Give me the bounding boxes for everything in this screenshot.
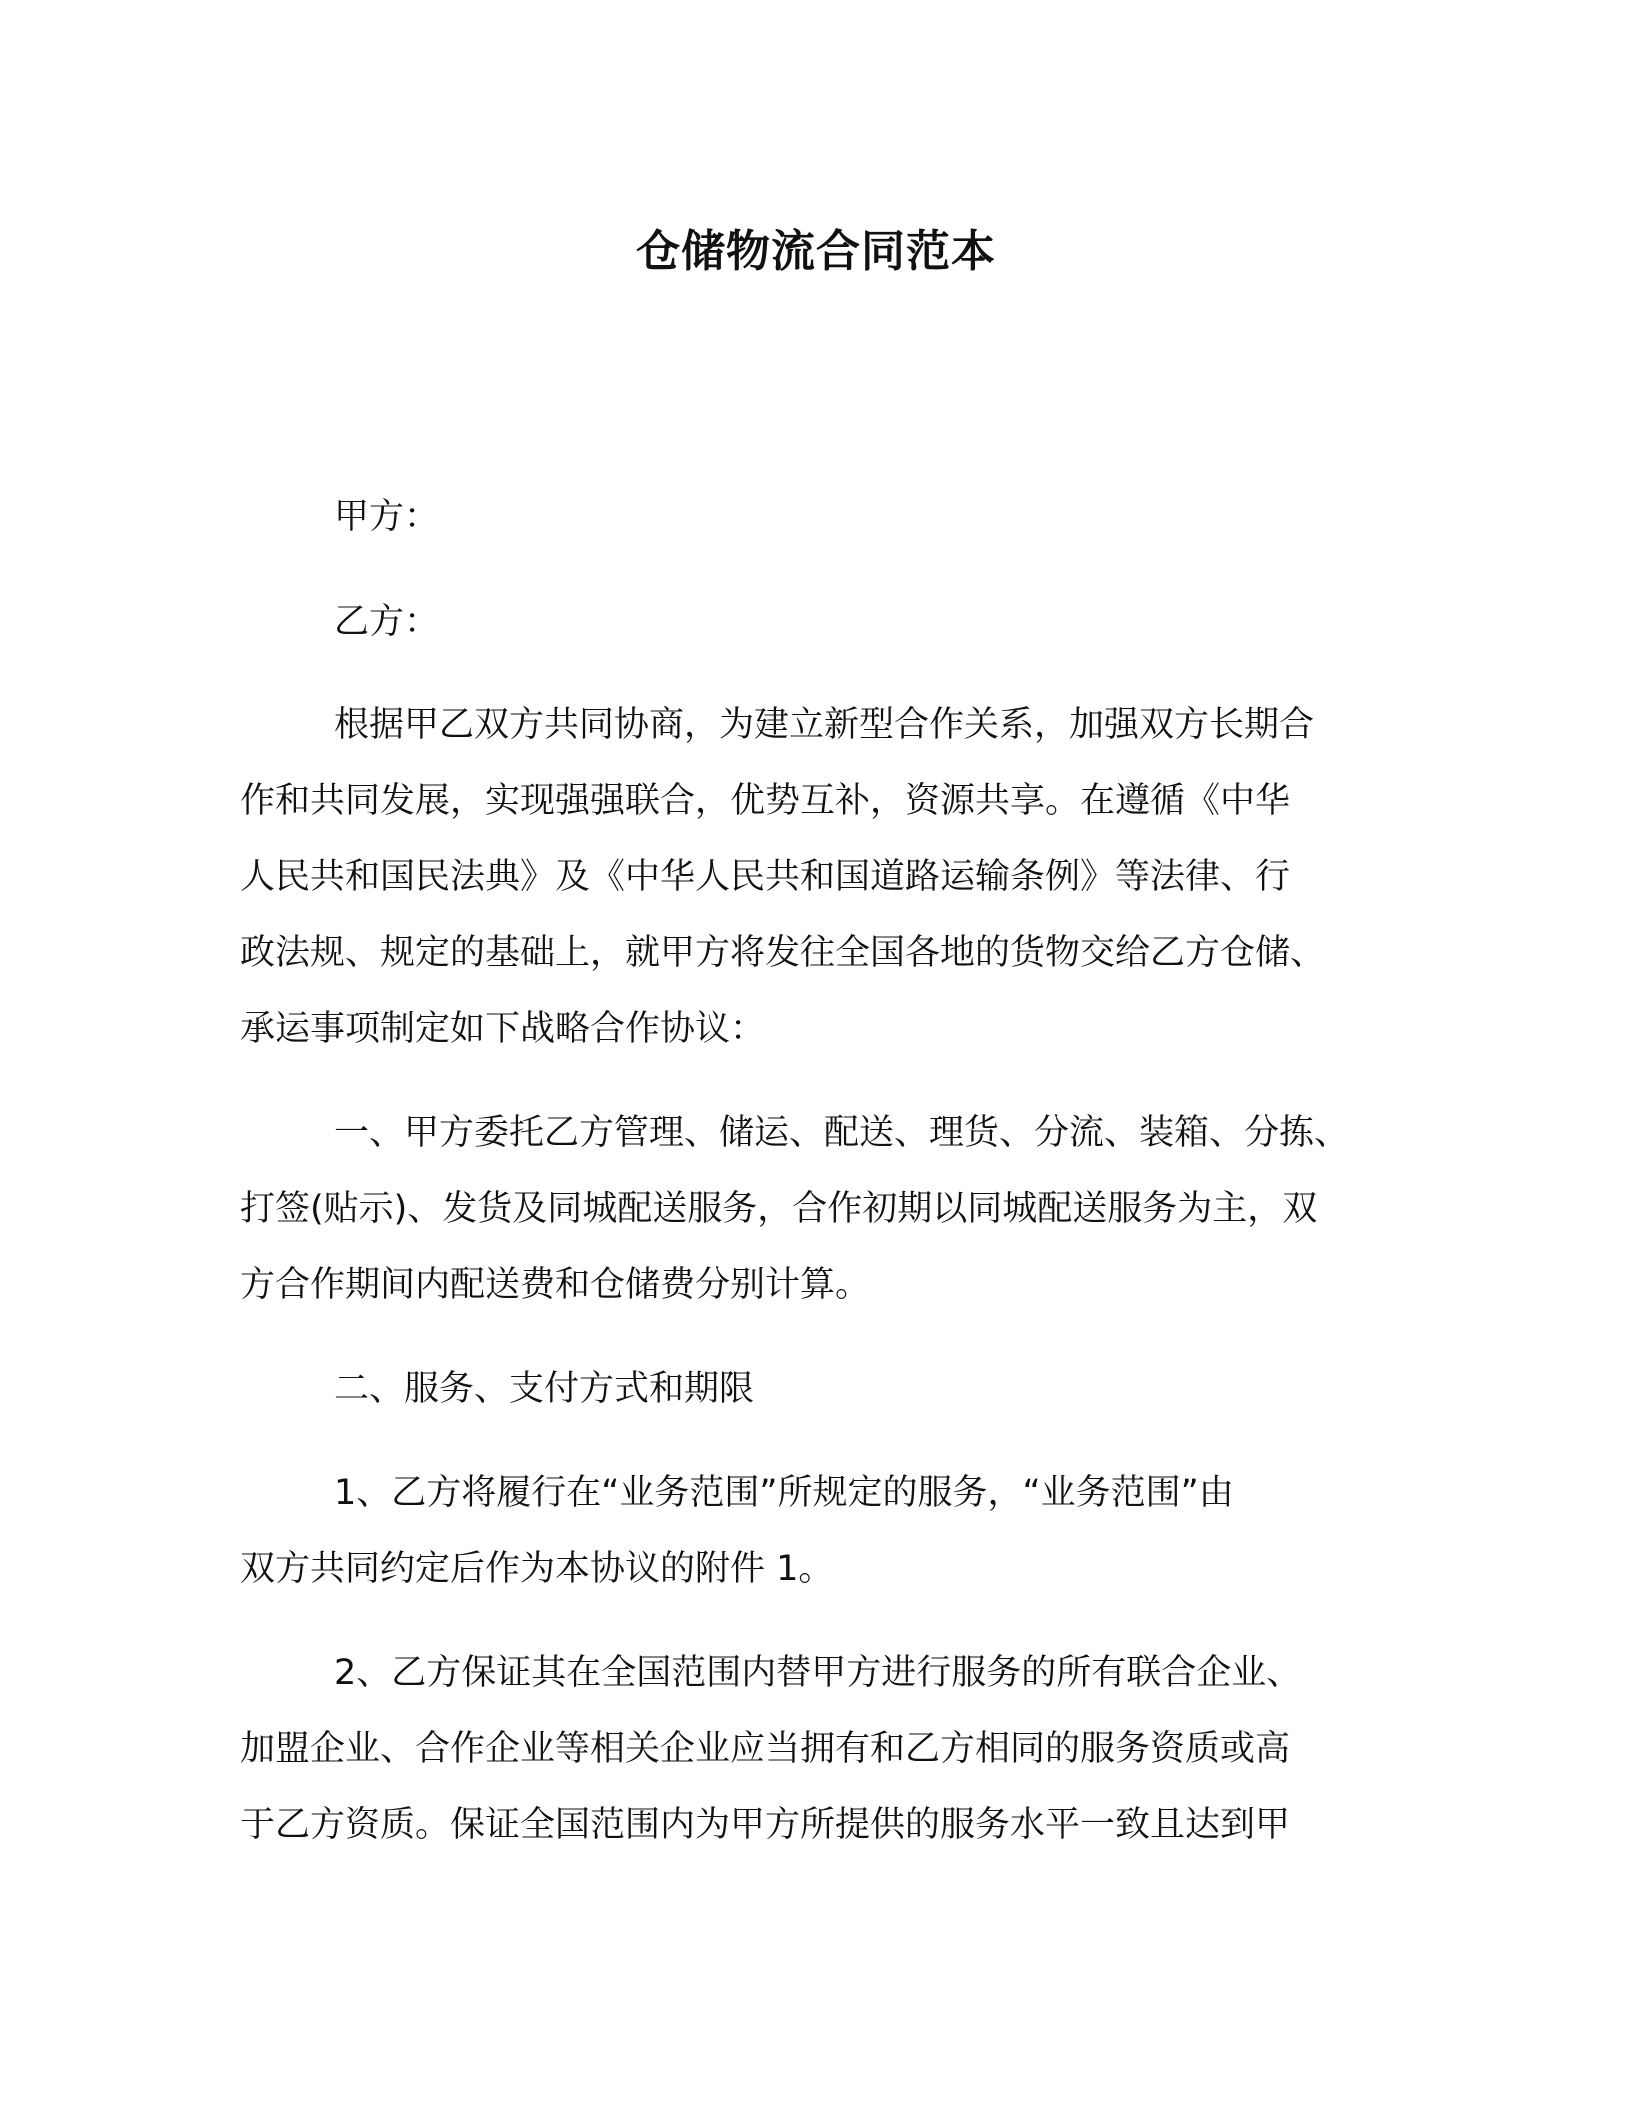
clause1-line: 打签(贴示)、发货及同城配送服务，合作初期以同城配送服务为主，双 bbox=[240, 1189, 1318, 1229]
item1-line: 1、乙方将履行在“业务范围”所规定的服务，“业务范围”由 bbox=[334, 1473, 1234, 1513]
intro-line: 作和共同发展，实现强强联合，优势互补，资源共享。在遵循《中华 bbox=[240, 781, 1291, 821]
intro-line: 政法规、规定的基础上，就甲方将发往全国各地的货物交给乙方仓储、 bbox=[240, 933, 1326, 973]
intro-line: 承运事项制定如下战略合作协议： bbox=[240, 1009, 766, 1049]
party-b-label: 乙方： bbox=[334, 602, 440, 642]
document-title: 仓储物流合同范本 bbox=[636, 226, 996, 277]
party-a-label: 甲方： bbox=[334, 497, 440, 537]
item1-line: 双方共同约定后作为本协议的附件 1。 bbox=[240, 1549, 834, 1589]
clause1-line: 方合作期间内配送费和仓储费分别计算。 bbox=[240, 1265, 871, 1305]
clause1-line: 一、甲方委托乙方管理、储运、配送、理货、分流、装箱、分拣、 bbox=[334, 1113, 1350, 1153]
item2-line: 于乙方资质。保证全国范围内为甲方所提供的服务水平一致且达到甲 bbox=[240, 1805, 1291, 1845]
clause2-heading: 二、服务、支付方式和期限 bbox=[334, 1369, 755, 1409]
item2-line: 2、乙方保证其在全国范围内替甲方进行服务的所有联合企业、 bbox=[334, 1653, 1302, 1693]
intro-line: 根据甲乙双方共同协商，为建立新型合作关系，加强双方长期合 bbox=[334, 705, 1315, 745]
intro-line: 人民共和国民法典》及《中华人民共和国道路运输条例》等法律、行 bbox=[240, 857, 1291, 897]
item2-line: 加盟企业、合作企业等相关企业应当拥有和乙方相同的服务资质或高 bbox=[240, 1729, 1291, 1769]
